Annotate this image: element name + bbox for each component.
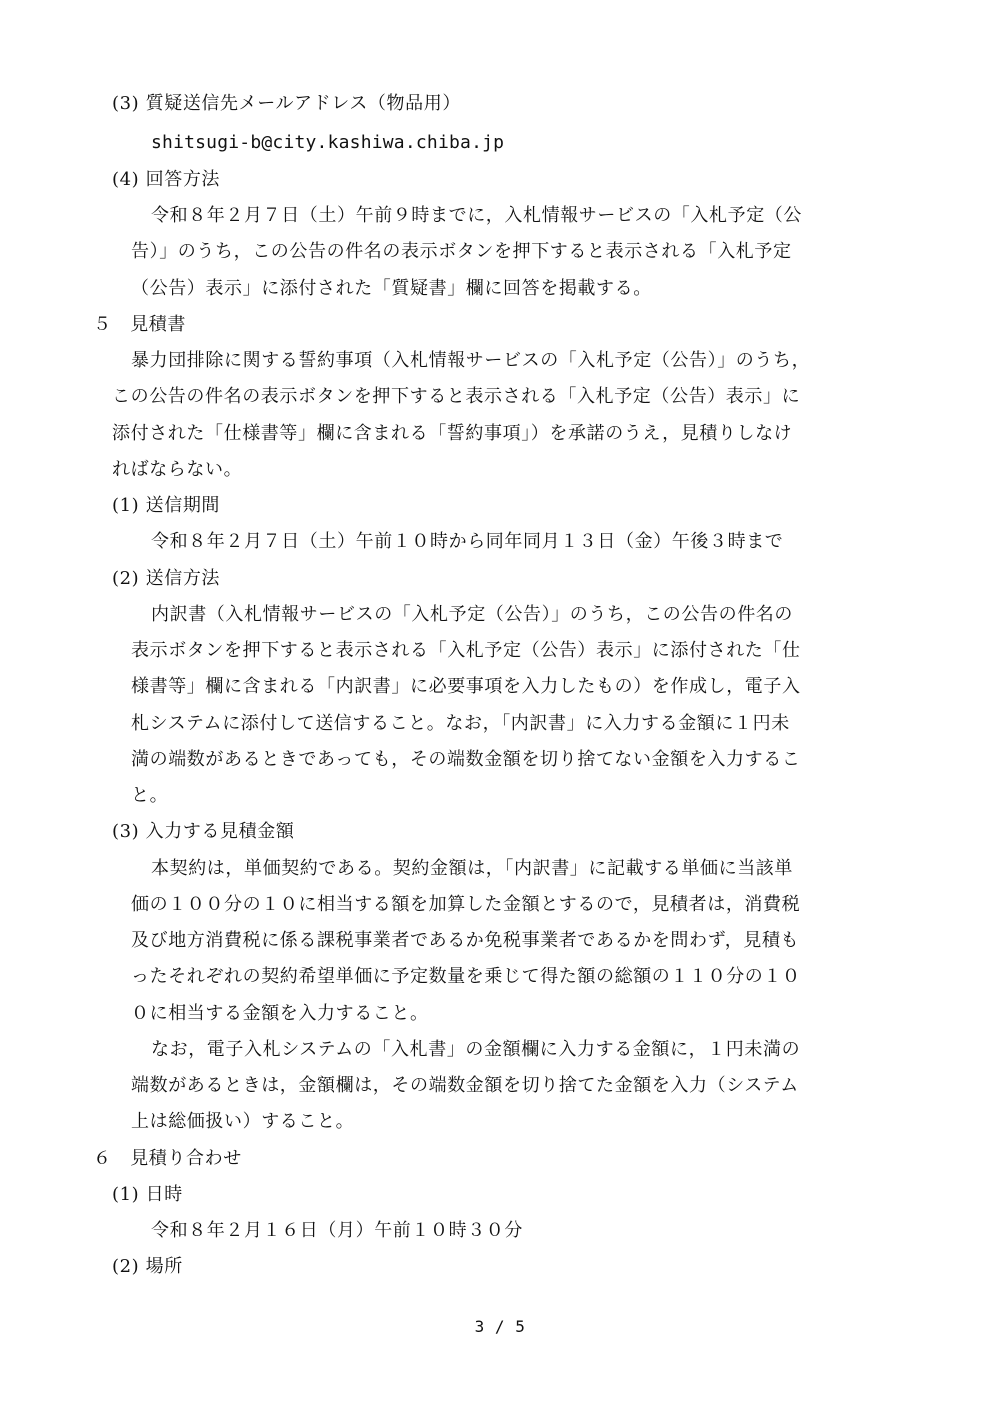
- item-heading: (2) 場所: [112, 1256, 183, 1277]
- paragraph-line: 価の１００分の１０に相当する額を加算した金額とするので，見積者は，消費税: [131, 894, 801, 915]
- paragraph-line: ったそれぞれの契約希望単価に予定数量を乗じて得た額の総額の１１０分の１０: [131, 966, 801, 987]
- paragraph-line: 内訳書（入札情報サービスの「入札予定（公告）」のうち，この公告の件名の: [151, 604, 793, 625]
- section-heading: ５ 見積書: [93, 314, 186, 335]
- paragraph-line: 暴力団排除に関する誓約事項（入札情報サービスの「入札予定（公告）」のうち，: [131, 350, 811, 371]
- paragraph-line: 端数があるときは，金額欄は，その端数金額を切り捨てた金額を入力（システム: [131, 1075, 799, 1096]
- paragraph-line: 及び地方消費税に係る課税事業者であるか免税事業者であるかを問わず，見積も: [131, 930, 800, 951]
- item-heading: (3) 入力する見積金額: [112, 821, 295, 842]
- item-heading: (1) 送信期間: [112, 495, 221, 516]
- paragraph-line: 上は総価扱い）すること。: [131, 1111, 355, 1132]
- paragraph-line: と。: [131, 785, 169, 806]
- paragraph-line: ０に相当する金額を入力すること。: [131, 1003, 429, 1024]
- email-address: shitsugi-b@city.kashiwa.chiba.jp: [151, 132, 505, 153]
- paragraph-line: 本契約は，単価契約である。契約金額は，「内訳書」に記載する単価に当該単: [151, 858, 793, 879]
- paragraph-line: 表示ボタンを押下すると表示される「入札予定（公告）表示」に添付された「仕: [131, 640, 801, 661]
- paragraph-line: 令和８年２月１６日（月）午前１０時３０分: [151, 1220, 523, 1241]
- paragraph-line: この公告の件名の表示ボタンを押下すると表示される「入札予定（公告）表示」に: [112, 386, 801, 407]
- paragraph-line: 満の端数があるときであっても，その端数金額を切り捨てない金額を入力するこ: [131, 749, 801, 770]
- item-heading: (3) 質疑送信先メールアドレス（物品用）: [112, 93, 461, 114]
- paragraph-line: ればならない。: [112, 459, 243, 480]
- paragraph-line: 告）」のうち，この公告の件名の表示ボタンを押下すると表示される「入札予定: [131, 241, 792, 262]
- item-heading: (2) 送信方法: [112, 568, 221, 589]
- item-heading: (1) 日時: [112, 1184, 183, 1205]
- paragraph-line: なお，電子入札システムの「入札書」の金額欄に入力する金額に，１円未満の: [151, 1039, 801, 1060]
- paragraph-line: （公告）表示」に添付された「質疑書」欄に回答を掲載する。: [131, 278, 652, 299]
- item-heading: (4) 回答方法: [112, 169, 221, 190]
- section-heading: ６ 見積り合わせ: [93, 1148, 242, 1169]
- paragraph-line: 札システムに添付して送信すること。なお，「内訳書」に入力する金額に１円未: [131, 713, 790, 734]
- paragraph-line: 令和８年２月７日（土）午前９時までに，入札情報サービスの「入札予定（公: [151, 205, 802, 226]
- paragraph-line: 令和８年２月７日（土）午前１０時から同年同月１３日（金）午後３時まで: [151, 531, 784, 552]
- paragraph-line: 添付された「仕様書等」欄に含まれる「誓約事項」）を承諾のうえ，見積りしなけ: [112, 423, 793, 444]
- page-number: 3 / 5: [474, 1317, 526, 1336]
- paragraph-line: 様書等」欄に含まれる「内訳書」に必要事項を入力したもの）を作成し，電子入: [131, 676, 801, 697]
